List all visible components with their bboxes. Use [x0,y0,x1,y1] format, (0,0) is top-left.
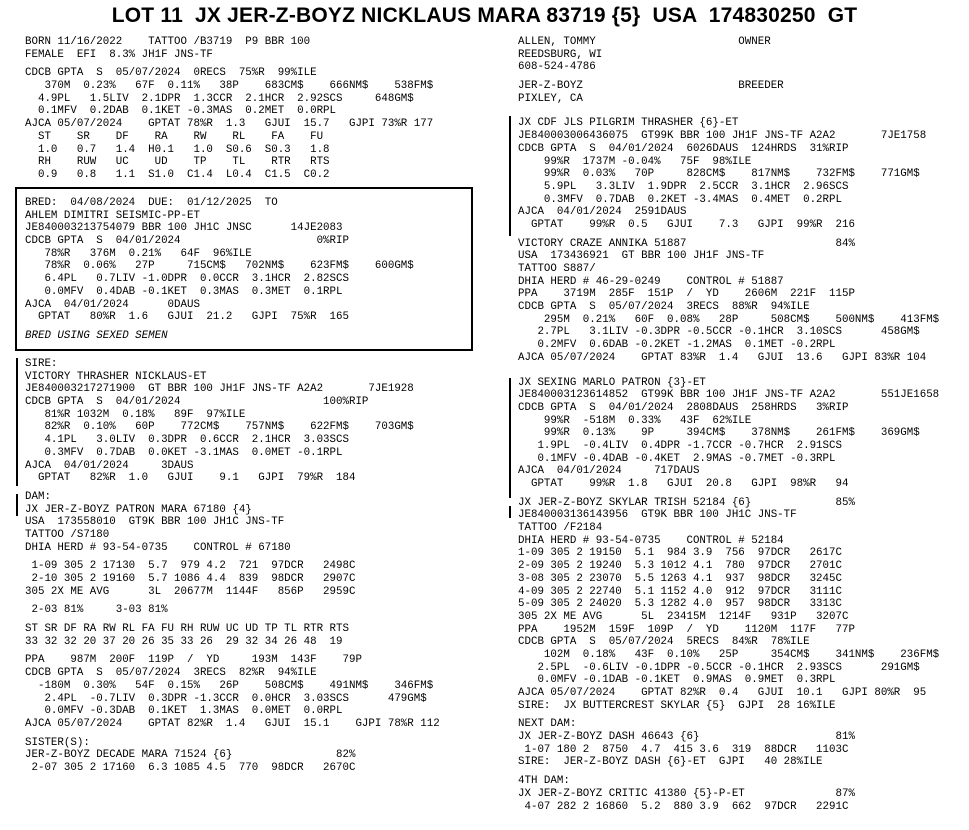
text-line: 370M 0.23% 67F 0.11% 38P 683CM$ 666NM$ 538FM$ [25,80,434,93]
text-line: CDCB GPTA S 04/01/2024 100%RIP [25,396,369,409]
text-line: JX JER-Z-BOYZ DASH 46643 {6} 81% [518,731,855,744]
text-line: 0.0MFV 0.4DAB -0.1KET 0.3MAS 0.3MET 0.1RPL [25,285,343,298]
sire-section [25,358,480,485]
text-line: PPA 987M 200F 119P / YD 193M 143F 79P [25,654,362,667]
mggs-section [518,377,958,491]
text-line: RH RUW UC UD TP TL RTR RTS [25,156,330,169]
maternal-grandsire-section [518,117,958,231]
text-line: JE840003217271900 GT BBR 100 JH1F JNS-TF A2A2 7JE1928 [25,383,414,396]
dam-label: DAM: [25,490,51,503]
text-line: 78%R 0.06% 27P 715CM$ 702NM$ 623FM$ 600GM$ [25,260,414,273]
text-line: PIXLEY, CA [518,92,583,105]
text-line: 4-09 305 2 22740 5.1 1152 4.0 912 97DCR 3111C [518,585,842,598]
text-line: CDCB GPTA S 05/07/2024 0RECS 75%R 99%ILE [25,67,317,80]
text-line: CDCB GPTA S 05/07/2024 3RECS 88%R 94%ILE [518,301,810,314]
text-line: AJCA 04/01/2024 0DAUS [25,298,200,311]
animal-evaluations [25,67,480,181]
text-line: JER-Z-BOYZ BREEDER [518,80,784,93]
text-line: AJCA 05/07/2024 GPTAT 78%R 1.3 GJUI 15.7 GJPI 73%R 177 [25,118,434,131]
text-line: SIRE: JER-Z-BOYZ DASH {6}-ET GJPI 40 28%ILE [518,756,823,769]
text-line: CDCB GPTA S 04/01/2024 0%RIP [25,235,349,248]
text-line: 0.0MFV -0.1DAB -0.1KET 0.9MAS 0.9MET 0.3RPL [518,674,836,687]
text-line: 0.3MFV 0.7DAB 0.2KET -3.4MAS 0.4MET 0.2RPL [518,193,842,206]
text-line: DHIA HERD # 93-54-0735 CONTROL # 52184 [518,534,784,547]
text-line: PPA 1952M 159F 109P / YD 1120M 117F 77P [518,623,855,636]
text-line: VICTORY THRASHER NICKLAUS-ET [25,370,207,383]
text-line: REEDSBURG, WI [518,48,603,61]
text-line: 5-09 305 2 24020 5.3 1282 4.0 957 98DCR 3313C [518,598,842,611]
text-line: 2-07 305 2 17160 6.3 1085 4.5 770 98DCR 2670C [25,761,356,774]
text-line: 33 32 32 20 37 20 26 35 33 26 29 32 34 26 48 19 [25,635,343,648]
text-line: NEXT DAM: [518,718,577,731]
text-line: 295M 0.21% 60F 0.08% 28P 508CM$ 500NM$ 413FM$ [518,313,940,326]
text-line: JE840003006436075 GT99K BBR 100 JH1F JNS-TF A2A2 7JE1758 [518,130,927,143]
text-line: 6.4PL 0.7LIV -1.0DPR 0.0CCR 3.1HCR 2.82SCS [25,273,349,286]
granddam-section [518,238,958,365]
text-line: 2.5PL -0.6LIV -0.1DPR -0.5CCR -0.1HCR 2.93SCS 291GM$ [518,661,920,674]
text-line: TATTOO /S7180 [25,528,110,541]
text-line: FEMALE EFI 8.3% JH1F JNS-TF [25,48,213,61]
text-line: JX JER-Z-BOYZ CRITIC 41380 {5}-P-ET 87% [518,787,855,800]
text-line: 1.9PL -0.4LIV 0.4DPR -1.7CCR -0.7HCR 2.91SCS [518,439,842,452]
text-line: DHIA HERD # 46-29-0249 CONTROL # 51887 [518,275,784,288]
text-line: 4.1PL 3.0LIV 0.3DPR 0.6CCR 2.1HCR 3.03SCS [25,434,349,447]
text-line: 2-03 81% 3-03 81% [25,604,168,617]
text-line: 4TH DAM: [518,775,570,788]
sire-label: SIRE: [25,358,58,370]
lot-title: LOT 11 JX JER-Z-BOYZ NICKLAUS MARA 83719 {5} USA 174830250 GT [111,4,858,27]
breeding-info [25,197,465,343]
text-line: 608-524-4786 [518,61,596,74]
text-line: AJCA 05/07/2024 GPTAT 82%R 0.4 GJUI 10.1 GJPI 80%R 95 [518,687,927,699]
text-line: 1-07 180 2 8750 4.7 415 3.6 319 88DCR 1103C [518,743,849,756]
fourth-dam-section [518,775,958,813]
owner-section [518,36,958,74]
text-line: 0.0MFV -0.3DAB 0.1KET 1.3MAS 0.0MET 0.0RPL [25,705,343,718]
text-line: 305 2X ME AVG 5L 23415M 1214F 931P 3207C [518,610,849,623]
text-line: AJCA 04/01/2024 2591DAUS [518,206,687,219]
text-line: AJCA 05/07/2024 GPTAT 82%R 1.4 GJUI 15.1 GJPI 78%R 112 [25,717,440,730]
text-line: JX CDF JLS PILGRIM THRASHER {6}-ET [518,117,739,130]
animal-info [25,36,480,61]
text-line: BRED: 04/08/2024 DUE: 01/12/2025 TO [25,197,278,209]
sister-section [25,737,480,775]
left-column-lower [25,358,480,775]
text-line: 1-09 305 2 19150 5.1 984 3.9 756 97DCR 2617C [518,547,842,560]
text-line: 99%R 0.13% 9P 394CM$ 378NM$ 261FM$ 369GM$ [518,427,920,440]
text-line: CDCB GPTA S 04/01/2024 6026DAUS 124HRDS 31%RIP [518,142,849,155]
text-line: 2-10 305 2 19160 5.7 1086 4.4 839 98DCR 2907C [25,573,356,585]
dam-bracket-line [16,494,18,516]
text-line: GPTAT 82%R 1.0 GJUI 9.1 GJPI 79%R 184 [25,472,356,485]
mgs-bracket-line [509,116,511,236]
text-line: AJCA 05/07/2024 GPTAT 83%R 1.4 GJUI 13.6 GJPI 83%R 104 [518,351,927,364]
text-line: SISTER(S): [25,736,90,749]
text-line: 2.7PL 3.1LIV -0.3DPR -0.5CCR -0.1HCR 3.10SCS 458GM$ [518,326,920,339]
great-granddam-section [518,497,958,713]
text-line: 99%R 1737M -0.04% 75F 98%ILE [518,155,752,168]
text-line: 0.1MFV -0.4DAB -0.4KET 2.9MAS -0.7MET -0.3RPL [518,452,836,465]
text-line: 78%R 376M 0.21% 64F 96%ILE [25,247,252,260]
dam-section [25,491,480,731]
text-line: JX JER-Z-BOYZ SKYLAR TRISH 52184 {6} 85% [518,496,855,509]
text-line: 0.2MFV 0.6DAB -0.2KET -1.2MAS 0.1MET -0.2RPL [518,339,836,352]
text-line: JX SEXING MARLO PATRON {3}-ET [518,376,706,389]
right-column [518,36,958,813]
text-line: ST SR DF RA RW RL FA FU [25,130,324,143]
text-line: BORN 11/16/2022 TATTOO /B3719 P9 BBR 100 [25,36,311,48]
text-line: 0.3MFV 0.7DAB 0.0KET -3.1MAS 0.0MET -0.1RPL [25,446,343,459]
text-line: 5.9PL 3.3LIV 1.9DPR 2.5CCR 3.1HCR 2.96SCS [518,180,849,193]
sexed-semen-note: BRED USING SEXED SEMEN [25,329,168,342]
text-line: GPTAT 80%R 1.6 GJUI 21.2 GJPI 75%R 165 [25,311,349,324]
text-line: SIRE: JX BUTTERCREST SKYLAR {5} GJPI 28 16%ILE [518,699,836,712]
breeder-section [518,80,958,105]
text-line: AHLEM DIMITRI SEISMIC-PP-ET [25,209,200,222]
text-line: AJCA 04/01/2024 3DAUS [25,459,194,472]
text-line: 1-09 305 2 17130 5.7 979 4.2 721 97DCR 2498C [25,560,356,573]
text-line: VICTORY CRAZE ANNIKA 51887 84% [518,237,855,250]
text-line: AJCA 04/01/2024 717DAUS [518,465,700,478]
text-line: JE840003123614852 GT99K BBR 100 JH1F JNS-TF A2A2 551JE1658 [518,389,940,402]
mggs-bracket-line [509,378,511,498]
text-line: GPTAT 99%R 0.5 GJUI 7.3 GJPI 99%R 216 [518,218,855,231]
text-line: CDCB GPTA S 05/07/2024 5RECS 84%R 78%ILE [518,636,810,649]
ggd-bracket-line [509,506,511,518]
text-line: ALLEN, TOMMY OWNER [518,36,771,48]
text-line: 305 2X ME AVG 3L 20677M 1144F 856P 2959C [25,585,356,598]
sire-bracket-line [16,358,18,486]
text-line: JER-Z-BOYZ DECADE MARA 71524 {6} 82% [25,749,356,762]
text-line: 99%R 0.03% 70P 828CM$ 817NM$ 732FM$ 771GM$ [518,168,920,181]
text-line: TATTOO /F2184 [518,522,603,535]
text-line: 2-09 305 2 19240 5.3 1012 4.1 780 97DCR 2701C [518,560,842,573]
text-line: 99%R -518M 0.33% 43F 62%ILE [518,414,752,427]
text-line: DHIA HERD # 93-54-0735 CONTROL # 67180 [25,541,291,554]
text-line: PPA 3719M 285F 151P / YD 2606M 221F 115P [518,288,855,301]
breeding-box [15,187,473,351]
text-line: 2.4PL -0.7LIV 0.3DPR -1.3CCR 0.0HCR 3.03SCS 479GM$ [25,692,427,705]
text-line: ST SR DF RA RW RL FA FU RH RUW UC UD TP TL RTR RTS [25,623,349,636]
text-line: 81%R 1032M 0.18% 89F 97%ILE [25,408,246,421]
text-line: 0.9 0.8 1.1 S1.0 C1.4 L0.4 C1.5 C0.2 [25,168,330,181]
text-line: 82%R 0.10% 60P 772CM$ 757NM$ 622FM$ 703GM$ [25,421,414,434]
text-line: JE840003213754079 BBR 100 JH1C JNSC 14JE2083 [25,222,343,235]
text-line: 1.0 0.7 1.4 H0.1 1.0 S0.6 S0.3 1.8 [25,143,330,156]
text-line: CDCB GPTA S 04/01/2024 2808DAUS 258HRDS 3%RIP [518,401,849,414]
text-line: JX JER-Z-BOYZ PATRON MARA 67180 {4} [25,503,252,516]
text-line: GPTAT 99%R 1.8 GJUI 20.8 GJPI 98%R 94 [518,478,849,490]
text-line: 102M 0.18% 43F 0.10% 25P 354CM$ 341NM$ 236FM$ [518,648,940,661]
text-line: JE840003136143956 GT9K BBR 100 JH1C JNS-TF [518,509,797,522]
text-line: 4.9PL 1.5LIV 2.1DPR 1.3CCR 2.1HCR 2.92SCS 648GM$ [25,92,414,105]
next-dam-section [518,718,958,769]
text-line: CDCB GPTA S 05/07/2024 3RECS 82%R 94%ILE [25,667,317,680]
text-line: -180M 0.30% 54F 0.15% 26P 508CM$ 491NM$ 346FM$ [25,679,434,692]
text-line: USA 173436921 GT BBR 100 JH1F JNS-TF [518,250,765,263]
text-line: 3-08 305 2 23070 5.5 1263 4.1 937 98DCR 3245C [518,572,842,585]
text-line: USA 173558010 GT9K BBR 100 JH1C JNS-TF [25,516,285,529]
text-line: TATTOO S887/ [518,263,596,275]
left-column [25,36,480,182]
text-line: 0.1MFV 0.2DAB 0.1KET -0.3MAS 0.2MET 0.0RPL [25,105,337,118]
text-line: 4-07 282 2 16860 5.2 880 3.9 662 97DCR 2291C [518,800,849,813]
